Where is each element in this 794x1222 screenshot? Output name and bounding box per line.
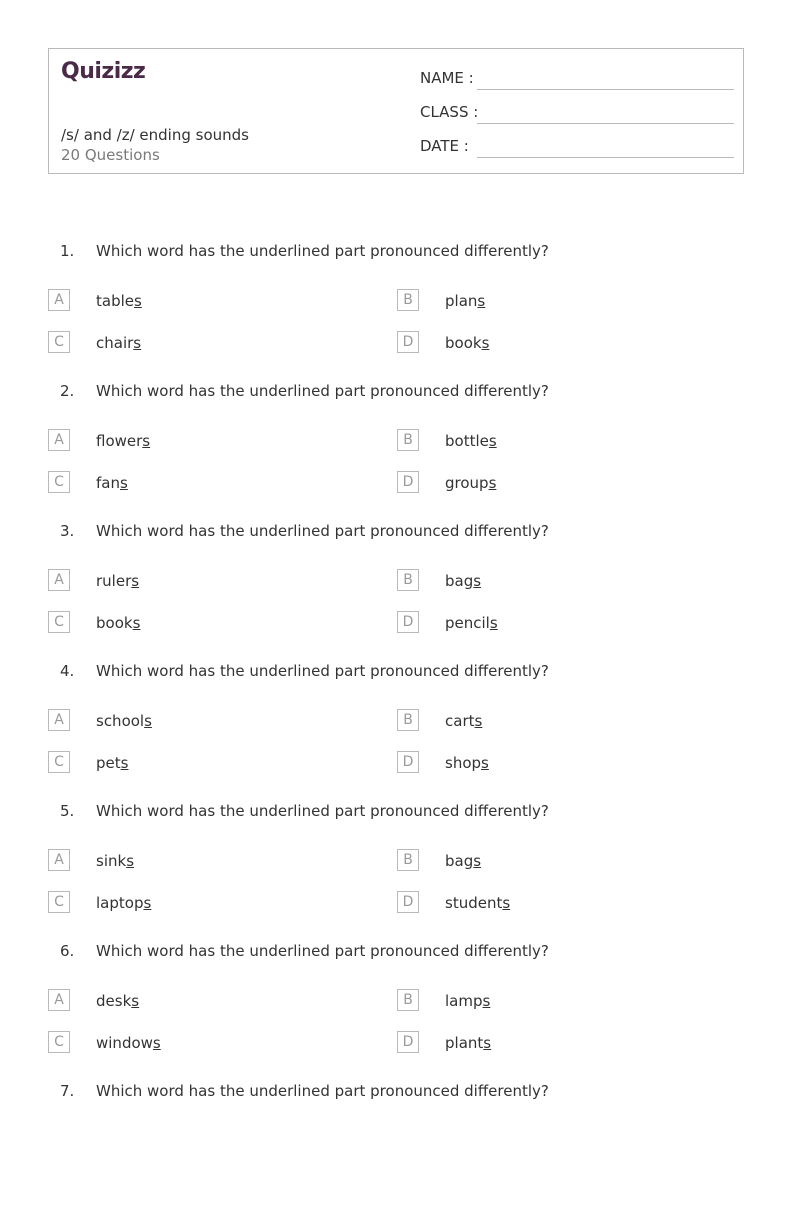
option-word — [96, 754, 128, 772]
option-underlined-ending: s — [474, 712, 483, 730]
question-count: 20 Questions — [61, 146, 160, 164]
worksheet-title: /s/ and /z/ ending sounds — [61, 126, 249, 144]
option-word-stem: laptop — [96, 894, 144, 912]
option-underlined-ending: s — [119, 474, 128, 492]
date-label: DATE : — [420, 137, 469, 155]
answer-option-c[interactable] — [48, 894, 348, 918]
option-letter-box[interactable]: A — [48, 849, 70, 871]
option-word-stem: ruler — [96, 572, 132, 590]
answer-option-d[interactable] — [397, 614, 697, 638]
option-letter-box[interactable]: A — [48, 989, 70, 1011]
option-underlined-ending: s — [473, 852, 482, 870]
option-letter-box[interactable]: C — [48, 611, 70, 633]
option-letter-box[interactable]: B — [397, 429, 419, 451]
option-underlined-ending: s — [142, 432, 151, 450]
option-word-stem: pet — [96, 754, 121, 772]
answer-option-b[interactable] — [397, 432, 697, 456]
answer-option-c[interactable] — [48, 754, 348, 778]
option-letter-box[interactable]: C — [48, 471, 70, 493]
option-word — [96, 992, 139, 1010]
option-letter-box[interactable]: B — [397, 569, 419, 591]
option-underlined-ending: s — [134, 292, 142, 310]
option-word-stem: bag — [445, 852, 474, 870]
question-text: Which word has the underlined part pronounced differently? — [96, 242, 549, 260]
option-word-stem: student — [445, 894, 503, 912]
answer-option-b[interactable] — [397, 852, 697, 876]
option-word — [445, 474, 496, 492]
option-word-stem: bag — [445, 572, 474, 590]
option-word — [445, 1034, 491, 1052]
option-underlined-ending: s — [131, 992, 140, 1010]
option-underlined-ending: s — [483, 1034, 492, 1052]
question-number: 6. — [60, 942, 75, 960]
question-text: Which word has the underlined part pronounced differently? — [96, 1082, 549, 1100]
question-number: 1. — [60, 242, 75, 260]
option-word-stem: book — [445, 334, 482, 352]
class-line[interactable] — [477, 123, 734, 124]
option-letter-box[interactable]: B — [397, 849, 419, 871]
option-word — [445, 432, 497, 450]
option-letter-box[interactable]: D — [397, 751, 419, 773]
question-block — [0, 522, 794, 662]
option-letter-box[interactable]: A — [48, 429, 70, 451]
option-word-stem: bottle — [445, 432, 489, 450]
question-block — [0, 1082, 794, 1222]
question-text: Which word has the underlined part pronounced differently? — [96, 802, 549, 820]
option-underlined-ending: s — [152, 1034, 161, 1052]
question-block — [0, 382, 794, 522]
option-word — [445, 334, 489, 352]
question-text: Which word has the underlined part pronounced differently? — [96, 382, 549, 400]
answer-option-c[interactable] — [48, 334, 348, 358]
question-block — [0, 942, 794, 1082]
option-word-stem: window — [96, 1034, 153, 1052]
option-word — [96, 852, 134, 870]
question-number: 3. — [60, 522, 75, 540]
answer-option-c[interactable] — [48, 474, 348, 498]
option-word — [96, 292, 142, 310]
option-underlined-ending: s — [488, 432, 497, 450]
name-field[interactable] — [420, 69, 734, 91]
option-word — [445, 852, 481, 870]
option-underlined-ending: s — [126, 852, 135, 870]
answer-option-d[interactable] — [397, 894, 697, 918]
option-word — [96, 712, 152, 730]
option-word-stem: flower — [96, 432, 143, 450]
question-block — [0, 662, 794, 802]
option-underlined-ending: s — [482, 992, 491, 1010]
option-letter-box[interactable]: B — [397, 289, 419, 311]
option-letter-box[interactable]: A — [48, 709, 70, 731]
option-underlined-ending: s — [488, 474, 497, 492]
question-number: 5. — [60, 802, 75, 820]
option-word — [445, 754, 489, 772]
answer-option-d[interactable] — [397, 334, 697, 358]
worksheet-header — [48, 48, 744, 174]
answer-option-a[interactable] — [48, 712, 348, 736]
option-letter-box[interactable]: B — [397, 989, 419, 1011]
option-word — [96, 894, 151, 912]
option-letter-box[interactable]: D — [397, 611, 419, 633]
class-field[interactable] — [420, 103, 734, 125]
option-underlined-ending: s — [477, 292, 486, 310]
option-word — [96, 432, 150, 450]
answer-option-d[interactable] — [397, 754, 697, 778]
option-word-stem: lamp — [445, 992, 483, 1010]
option-underlined-ending: s — [120, 754, 129, 772]
answer-option-b[interactable] — [397, 992, 697, 1016]
option-word — [96, 572, 139, 590]
option-word-stem: plan — [445, 292, 478, 310]
option-underlined-ending: s — [481, 334, 490, 352]
answer-option-c[interactable] — [48, 614, 348, 638]
question-number: 4. — [60, 662, 75, 680]
option-word — [445, 992, 490, 1010]
answer-option-a[interactable] — [48, 572, 348, 596]
option-underlined-ending: s — [143, 894, 152, 912]
option-letter-box[interactable]: A — [48, 569, 70, 591]
answer-option-d[interactable] — [397, 1034, 697, 1058]
option-word-stem: fan — [96, 474, 120, 492]
question-block — [0, 802, 794, 942]
option-underlined-ending: s — [131, 572, 140, 590]
answer-option-a[interactable] — [48, 432, 348, 456]
option-word-stem: book — [96, 614, 133, 632]
option-word-stem: table — [96, 292, 134, 310]
quizizz-logo: Quizizz — [61, 59, 146, 84]
option-word-stem: pencil — [445, 614, 490, 632]
option-word — [96, 614, 140, 632]
option-letter-box[interactable]: C — [48, 751, 70, 773]
option-word-stem: desk — [96, 992, 132, 1010]
option-word — [445, 712, 482, 730]
answer-option-b[interactable] — [397, 712, 697, 736]
option-underlined-ending: s — [473, 572, 482, 590]
option-underlined-ending: s — [489, 614, 498, 632]
answer-option-a[interactable] — [48, 852, 348, 876]
option-letter-box[interactable]: D — [397, 891, 419, 913]
date-line[interactable] — [477, 157, 734, 158]
option-underlined-ending: s — [502, 894, 511, 912]
option-word-stem: chair — [96, 334, 134, 352]
option-word — [96, 1034, 161, 1052]
name-line[interactable] — [477, 89, 734, 90]
option-letter-box[interactable]: C — [48, 331, 70, 353]
question-block — [0, 242, 794, 382]
option-word — [445, 572, 481, 590]
option-word — [445, 292, 485, 310]
question-number: 7. — [60, 1082, 75, 1100]
question-text: Which word has the underlined part pronounced differently? — [96, 662, 549, 680]
question-text: Which word has the underlined part pronounced differently? — [96, 942, 549, 960]
answer-option-d[interactable] — [397, 474, 697, 498]
option-word-stem: school — [96, 712, 145, 730]
option-letter-box[interactable]: D — [397, 331, 419, 353]
option-word — [96, 334, 141, 352]
option-word — [96, 474, 128, 492]
answer-option-c[interactable] — [48, 1034, 348, 1058]
date-field[interactable] — [420, 137, 734, 159]
option-letter-box[interactable]: B — [397, 709, 419, 731]
option-underlined-ending: s — [481, 754, 489, 772]
option-underlined-ending: s — [144, 712, 152, 730]
question-number: 2. — [60, 382, 75, 400]
answer-option-b[interactable] — [397, 572, 697, 596]
answer-option-a[interactable] — [48, 992, 348, 1016]
question-text: Which word has the underlined part pronounced differently? — [96, 522, 549, 540]
option-letter-box[interactable]: A — [48, 289, 70, 311]
option-word — [445, 614, 498, 632]
class-label: CLASS : — [420, 103, 479, 121]
option-letter-box[interactable]: D — [397, 471, 419, 493]
option-letter-box[interactable]: D — [397, 1031, 419, 1053]
option-word-stem: cart — [445, 712, 475, 730]
answer-option-a[interactable] — [48, 292, 348, 316]
option-underlined-ending: s — [132, 614, 141, 632]
option-letter-box[interactable]: C — [48, 1031, 70, 1053]
option-letter-box[interactable]: C — [48, 891, 70, 913]
option-word-stem: group — [445, 474, 489, 492]
option-word-stem: plant — [445, 1034, 484, 1052]
answer-option-b[interactable] — [397, 292, 697, 316]
option-underlined-ending: s — [133, 334, 142, 352]
option-word-stem: sink — [96, 852, 127, 870]
option-word-stem: shop — [445, 754, 482, 772]
option-word — [445, 894, 510, 912]
name-label: NAME : — [420, 69, 474, 87]
